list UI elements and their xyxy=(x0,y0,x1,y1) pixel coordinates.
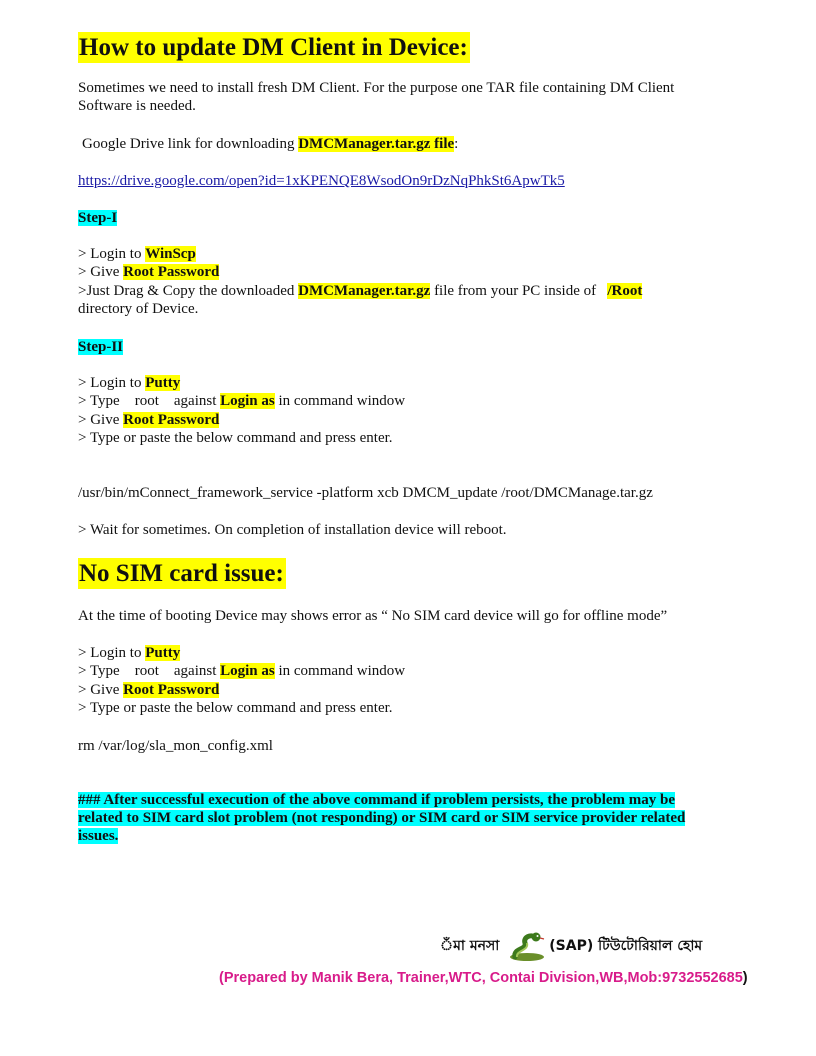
update-command: /usr/bin/mConnect_framework_service -platform xcb DMCM_update /root/DMCManage.tar.gz xyxy=(78,485,653,501)
text: in command window xyxy=(274,393,406,409)
drive-suffix: : xyxy=(454,136,459,152)
credit-close: ) xyxy=(742,970,748,986)
intro-line-2: Software is needed. xyxy=(78,98,196,114)
text: > Give xyxy=(78,682,124,698)
footer-bengali-left: ঁমা মনসা xyxy=(440,938,500,954)
login-as-highlight: Login as xyxy=(220,393,275,409)
wait-line: > Wait for sometimes. On completion of installation device will reboot. xyxy=(78,522,507,538)
step2-line-4: > Type or paste the below command and press enter. xyxy=(78,430,393,446)
text: > Login to xyxy=(78,645,146,661)
sim-line-1 xyxy=(78,644,180,662)
step1-heading xyxy=(78,209,117,227)
note-line-1: ### After successful execution of the above command if problem persists, the problem may be xyxy=(78,792,676,808)
credit-text: (Prepared by Manik Bera, Trainer,WTC, Contai Division,WB,Mob:9732552685 xyxy=(219,970,743,986)
text: > Login to xyxy=(78,246,146,262)
text: > Give xyxy=(78,264,124,280)
text: > Login to xyxy=(78,375,146,391)
step2-label: Step-II xyxy=(78,339,124,355)
root-password-highlight: Root Password xyxy=(123,412,220,428)
step2-heading xyxy=(78,338,123,356)
step1-line-1 xyxy=(78,245,196,263)
login-as-highlight: Login as xyxy=(220,663,275,679)
text: > Type root against xyxy=(78,393,221,409)
step2-line-3 xyxy=(78,411,219,429)
footer-brand xyxy=(440,930,702,962)
step1-line-4: directory of Device. xyxy=(78,301,199,317)
sim-command: rm /var/log/sla_mon_config.xml xyxy=(78,738,273,754)
text: file from your PC inside of xyxy=(430,283,608,299)
intro-line-1: Sometimes we need to install fresh DM Client. For the purpose one TAR file containing DM Client xyxy=(78,80,675,96)
text: > Type root against xyxy=(78,663,221,679)
step2-line-2 xyxy=(78,392,405,410)
winscp-highlight: WinScp xyxy=(145,246,196,262)
troubleshooting-note xyxy=(78,791,730,845)
step1-label: Step-I xyxy=(78,210,118,226)
putty-highlight: Putty xyxy=(145,645,181,661)
step1-line-2 xyxy=(78,263,219,281)
step1-line-3 xyxy=(78,282,642,300)
text: in command window xyxy=(274,663,406,679)
note-line-3: issues. xyxy=(78,828,119,844)
drive-link-row xyxy=(78,172,565,190)
sim-line-2 xyxy=(78,662,405,680)
step2-line-1 xyxy=(78,374,180,392)
root-password-highlight: Root Password xyxy=(123,264,220,280)
dmc-file-highlight: DMCManager.tar.gz xyxy=(298,283,431,299)
page-title: How to update DM Client in Device: xyxy=(79,34,468,61)
root-dir-highlight: /Root xyxy=(607,283,643,299)
note-line-2: related to SIM card slot problem (not responding) or SIM card or SIM service provider related xyxy=(78,810,686,826)
drive-file-highlight: DMCManager.tar.gz file xyxy=(298,136,455,152)
sim-issue-heading: No SIM card issue: xyxy=(79,560,284,587)
drive-link[interactable]: https://drive.google.com/open?id=1xKPENQE8WsodOn9rDzNqPhkSt6ApwTk5 xyxy=(78,173,565,189)
drive-prefix: Google Drive link for downloading xyxy=(82,136,295,152)
putty-highlight: Putty xyxy=(145,375,181,391)
root-password-highlight: Root Password xyxy=(123,682,220,698)
sim-line-3 xyxy=(78,681,219,699)
sim-line-4: > Type or paste the below command and press enter. xyxy=(78,700,393,716)
text: > Give xyxy=(78,412,124,428)
sim-intro: At the time of booting Device may shows error as “ No SIM card device will go for offline mode” xyxy=(78,608,668,624)
footer-credit xyxy=(219,970,748,986)
text: >Just Drag & Copy the downloaded xyxy=(78,283,299,299)
snake-logo-icon xyxy=(507,930,547,962)
footer-bengali-right: (SAP) টিউটোরিয়াল হোম xyxy=(549,938,703,954)
drive-link-label xyxy=(82,135,458,153)
